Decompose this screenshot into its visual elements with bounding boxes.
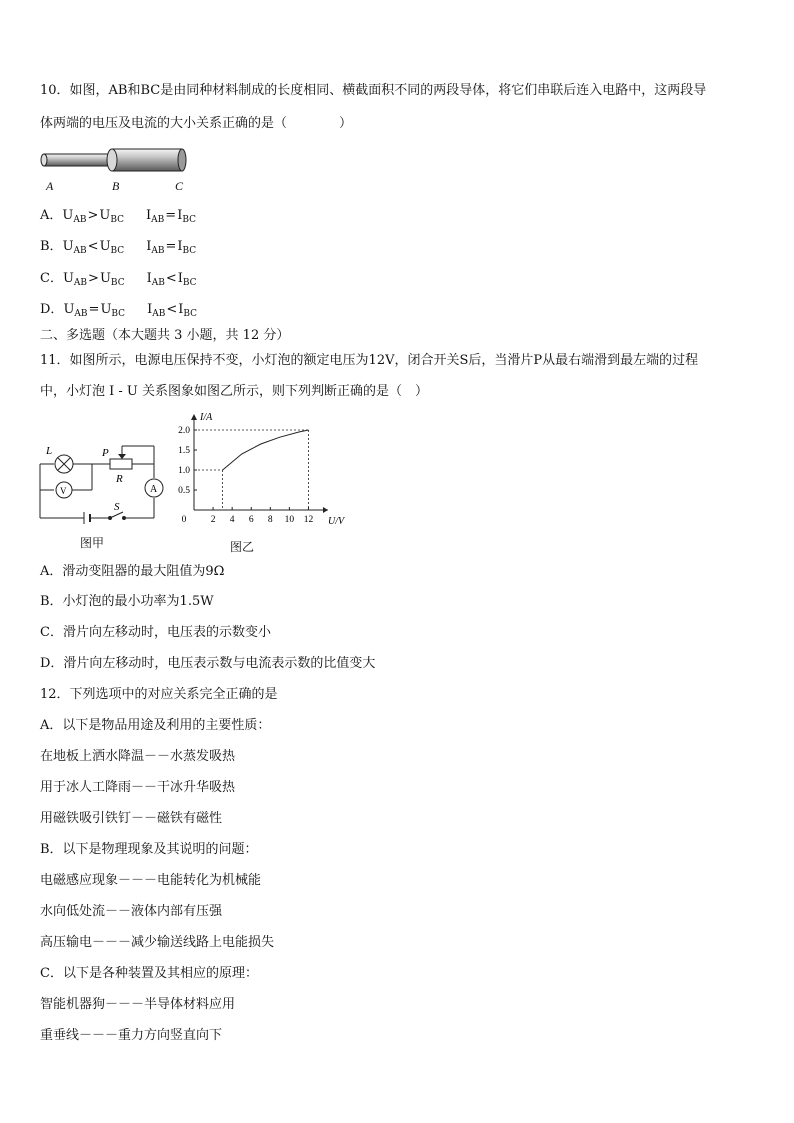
q10-option-b: [40, 238, 196, 260]
x-tick-label: 4: [229, 515, 235, 525]
q10-stem-line1: 10．如图，AB和BC是由同种材料制成的长度相同、横截面积不同的两段导体，将它们串联后连入电路中，这两段导: [40, 83, 707, 98]
q10-option-part-U: U: [63, 302, 75, 317]
circuit-label-s: S: [114, 501, 120, 513]
x-tick-label: 2: [210, 515, 216, 525]
q10-option-part-subBC: BC: [182, 215, 197, 225]
q11-stem-line2: 中，小灯泡 I - U 关系图象如图乙所示，则下列判断正确的是（ ）: [40, 384, 429, 399]
q10-option-part-letter: A．: [40, 208, 63, 223]
q10-option-part-subBC: BC: [111, 309, 126, 319]
x-axis-arrow: [323, 507, 328, 513]
q10-option-part-I: I: [146, 271, 152, 286]
q11-option-d: D．滑片向左移动时，电压表示数与电流表示数的比值变大: [40, 656, 376, 671]
q10-option-part-I: I: [147, 302, 153, 317]
thick-conductor-bc: [112, 149, 182, 171]
q10-option-part-subBC: BC: [182, 278, 197, 288]
q12-line: 在地板上洒水降温－－水蒸发吸热: [40, 749, 236, 764]
circuit-diagram: [36, 434, 166, 524]
q10-stem-line2: 体两端的电压及电流的大小关系正确的是（ ）: [40, 116, 353, 131]
iu-curve: [223, 430, 309, 470]
circuit-label-l: L: [46, 445, 53, 457]
q12-line: 用于冰人工降雨－－干冰升华吸热: [40, 780, 236, 795]
q12-line: 电磁感应现象－－－电能转化为机械能: [40, 873, 262, 888]
q10-option-part-I: I: [177, 271, 183, 286]
q12-line: 用磁铁吸引铁钉－－磁铁有磁性: [40, 811, 223, 826]
q12-line: 智能机器狗－－－半导体材料应用: [40, 997, 236, 1012]
q10-option-part-subBC: BC: [110, 215, 125, 225]
q10-option-part-subAB: AB: [152, 309, 166, 319]
q10-option-d: [40, 301, 197, 323]
q10-option-part-I: I: [177, 239, 183, 254]
x-tick-label: 0: [181, 515, 187, 525]
q10-option-part-letter: B．: [40, 239, 63, 254]
q11-option-b: B．小灯泡的最小功率为1.5W: [40, 594, 214, 609]
y-tick-label: 0.5: [178, 486, 190, 496]
q10-option-part-U: U: [99, 239, 111, 254]
caption-jia: 图甲: [80, 536, 105, 550]
q10-option-c: [40, 270, 197, 292]
caption-yi: 图乙: [230, 540, 255, 554]
q11-option-a: A．滑动变阻器的最大阻值为9Ω: [40, 564, 225, 579]
q12-line: 高压输电－－－减少输送线路上电能损失: [40, 935, 275, 950]
q10-option-part-U: U: [100, 302, 112, 317]
x-tick-label: 12: [303, 515, 314, 525]
q12-line: A．以下是物品用途及利用的主要性质：: [40, 718, 271, 733]
q10-option-part-subAB: AB: [73, 215, 87, 225]
q10-option-part-U: U: [62, 239, 74, 254]
q10-option-a: [40, 207, 196, 229]
q10-option-part-U: U: [62, 271, 74, 286]
y-axis-label: I/A: [200, 412, 213, 423]
q10-option-part-i_rel: =: [165, 239, 177, 254]
y-tick-label: 2.0: [178, 426, 190, 436]
q10-option-part-i_rel: =: [165, 208, 177, 223]
q10-option-part-subAB: AB: [74, 309, 88, 319]
y-axis-arrow: [191, 414, 197, 420]
x-tick-label: 6: [248, 515, 254, 525]
q10-option-part-u_rel: =: [88, 302, 100, 317]
q12-line: 水向低处流－－液体内部有压强: [40, 904, 223, 919]
q10-option-part-U: U: [99, 271, 111, 286]
label-c: C: [175, 179, 184, 193]
circuit-label-r: R: [116, 473, 123, 485]
q10-option-part-u_rel: >: [88, 271, 99, 286]
circuit-label-p: P: [102, 447, 109, 459]
thin-conductor-ab: [44, 154, 116, 166]
q10-option-part-u_rel: <: [87, 239, 99, 254]
conductor-figure: [40, 146, 190, 176]
circuit-label-a: A: [150, 484, 158, 495]
q10-option-part-subAB: AB: [151, 246, 165, 256]
q10-option-part-subAB: AB: [73, 278, 88, 288]
q10-option-part-letter: D．: [40, 302, 64, 317]
x-tick-label: 10: [284, 515, 295, 525]
q10-option-part-subAB: AB: [151, 278, 165, 288]
q10-option-part-I: I: [146, 208, 152, 223]
q10-option-part-letter: C．: [40, 271, 63, 286]
x-tick-label: 8: [267, 515, 273, 525]
x-axis-label: U/V: [328, 516, 345, 527]
q10-option-part-subBC: BC: [110, 278, 125, 288]
q10-option-part-subAB: AB: [73, 246, 87, 256]
q10-option-part-I: I: [146, 239, 152, 254]
q12-line: 重垂线－－－重力方向竖直向下: [40, 1028, 223, 1043]
q12-stem: 12．下列选项中的对应关系完全正确的是: [40, 687, 278, 702]
q10-option-part-i_rel: <: [166, 302, 178, 317]
y-tick-label: 1.0: [178, 466, 190, 476]
q10-option-part-i_rel: <: [165, 271, 177, 286]
q10-option-part-u_rel: >: [87, 208, 99, 223]
q10-option-part-subBC: BC: [182, 246, 197, 256]
label-b: B: [112, 179, 120, 193]
q12-line: C．以下是各种装置及其相应的原理：: [40, 966, 258, 981]
rheostat-symbol: [110, 459, 132, 469]
q11-option-c: C．滑片向左移动时，电压表的示数变小: [40, 625, 271, 640]
q10-option-part-U: U: [62, 208, 74, 223]
q10-option-part-U: U: [99, 208, 111, 223]
q12-line: B．以下是物理现象及其说明的问题：: [40, 842, 258, 857]
q10-option-part-subBC: BC: [183, 309, 198, 319]
section-2-title: 二、多选题（本大题共 3 小题，共 12 分）: [40, 328, 290, 343]
iu-chart: [170, 408, 345, 532]
q10-option-part-I: I: [178, 302, 184, 317]
label-a: A: [46, 179, 54, 193]
circuit-label-v: V: [60, 486, 67, 496]
q10-option-part-subAB: AB: [151, 215, 165, 225]
q10-option-part-subBC: BC: [110, 246, 125, 256]
q11-stem-line1: 11．如图所示，电源电压保持不变，小灯泡的额定电压为12V，闭合开关S后，当滑片P从最右端滑到最左端的过程: [40, 353, 699, 368]
q10-option-part-I: I: [177, 208, 183, 223]
y-tick-label: 1.5: [178, 446, 190, 456]
